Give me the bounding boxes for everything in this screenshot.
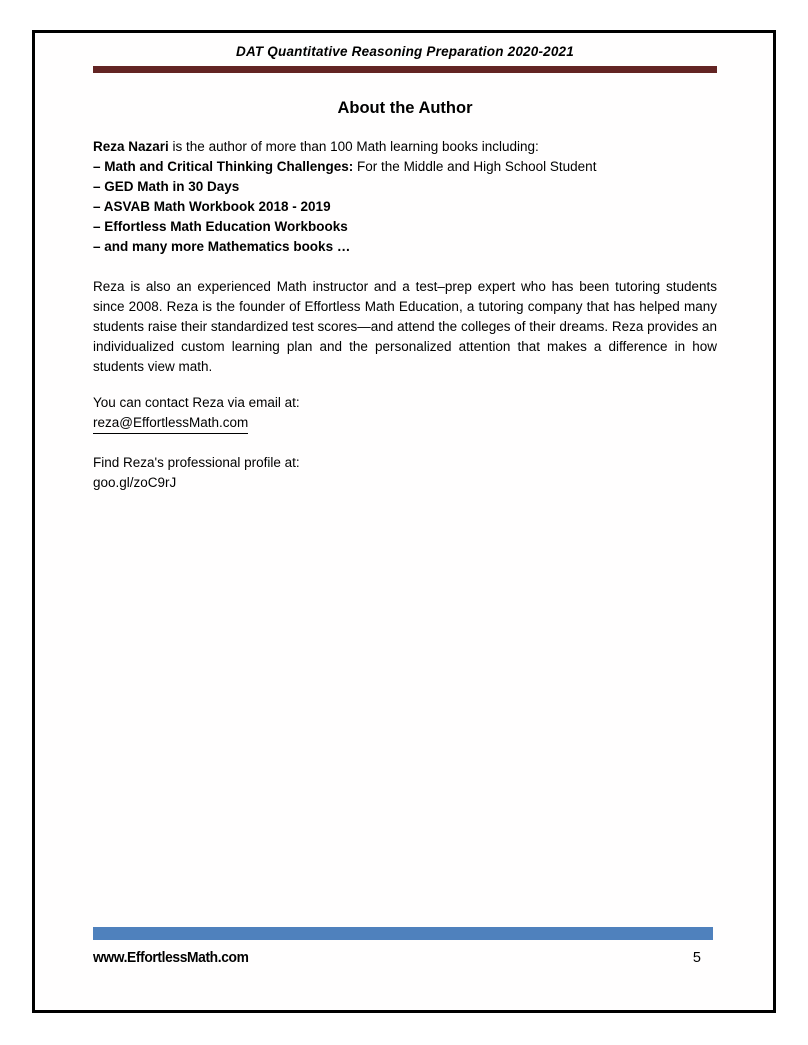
author-bio-paragraph: Reza is also an experienced Math instructor and a test–prep expert who has been tutoring students since 2008. Reza is the founder of Effortless Math Education, a tutoring company that has helped many students raise their standardized test scores—and attend the colleges of their dreams. Reza provides an individualized custom learning plan and the personalized attention that makes a difference in how students view math. [93,279,717,374]
footer-rule [93,927,713,940]
footer-row [93,949,713,966]
intro-lead-line [93,137,717,157]
email-line [93,413,717,434]
list-item: – and many more Mathematics books … [93,239,351,254]
list-item: – ASVAB Math Workbook 2018 - 2019 [93,199,331,214]
page-title: About the Author [337,99,473,117]
email-link[interactable]: reza@EffortlessMath.com [93,413,248,434]
profile-url: goo.gl/zoC9rJ [93,475,177,490]
list-item: – GED Math in 30 Days [93,179,240,194]
profile-block [93,453,717,493]
header-rule [93,66,717,73]
profile-intro-line: Find Reza's professional profile at: [93,455,300,470]
page-content [93,33,717,493]
author-books-list [93,137,717,257]
list-item: – Math and Critical Thinking Challenges: For the Middle and High School Student [93,159,597,174]
document-page [32,30,776,1013]
page-footer [93,927,713,966]
list-item: – Effortless Math Education Workbooks [93,219,348,234]
page-number: 5 [692,950,701,966]
intro-lead-rest: is the author of more than 100 Math learning books including: [168,139,539,154]
running-header-title: DAT Quantitative Reasoning Preparation 2020-2021 [236,44,574,59]
contact-email-block [93,393,717,434]
author-name: Reza Nazari [93,139,169,154]
contact-intro-line: You can contact Reza via email at: [93,395,300,410]
website-text: www.EffortlessMath.com [93,949,249,966]
